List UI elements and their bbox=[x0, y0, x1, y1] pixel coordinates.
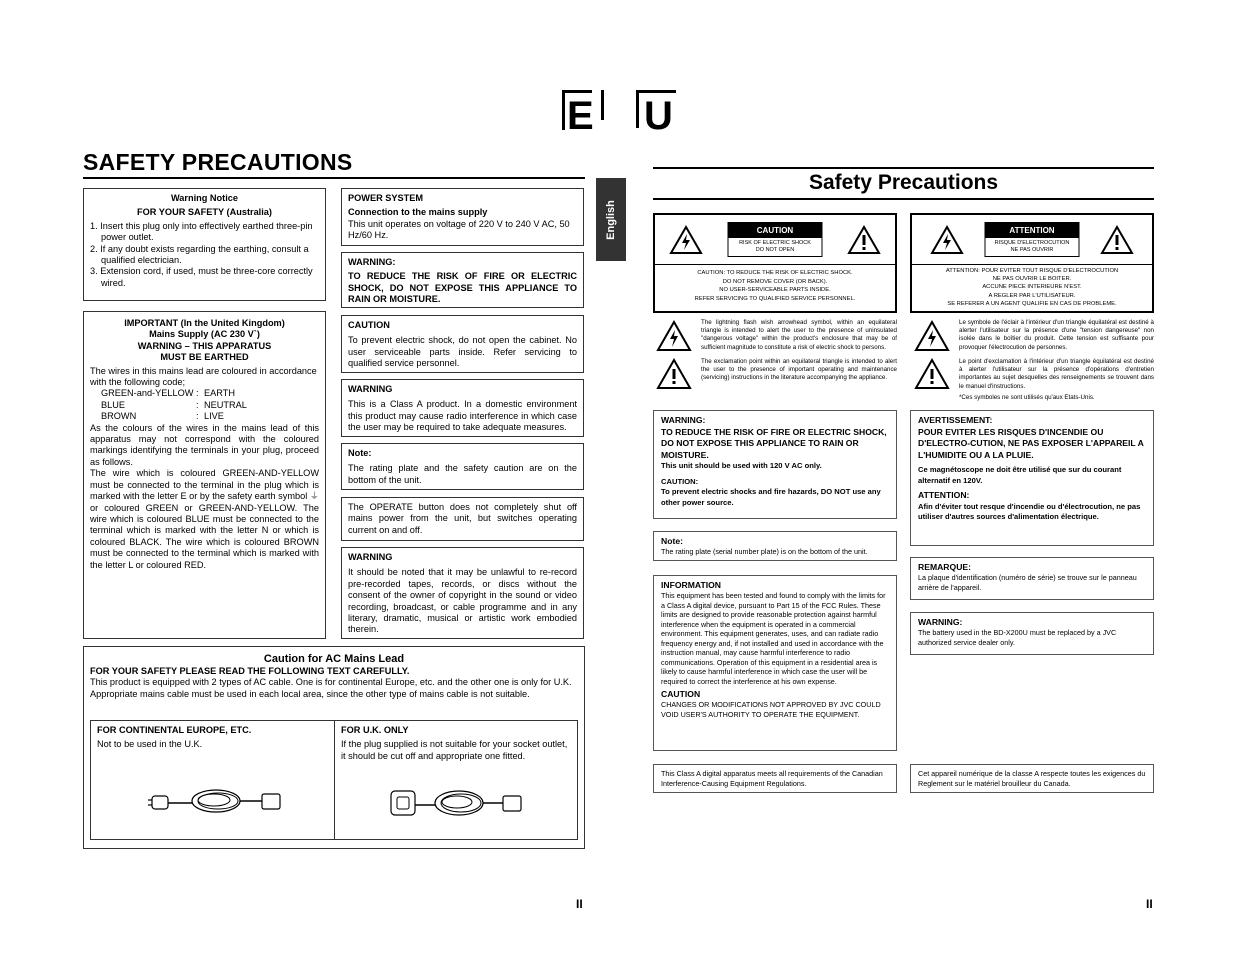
ac-lead-uk-panel bbox=[334, 720, 578, 840]
note-en-box bbox=[653, 531, 897, 561]
warning-notice-box bbox=[83, 188, 326, 301]
attention-label-center bbox=[985, 222, 1080, 257]
caution-heading: CAUTION bbox=[348, 320, 390, 330]
right-title-rule-top bbox=[653, 167, 1154, 169]
attention-line: SE REFERER A UN AGENT QUALIFIE EN CAS DE PROBLEME. bbox=[947, 300, 1117, 307]
page-title: SAFETY PRECAUTIONS bbox=[83, 149, 353, 175]
ac-lead-europe-panel bbox=[90, 720, 335, 840]
warning-rain-body: TO REDUCE THE RISK OF FIRE OR ELECTRIC SHOCK, DO NOT EXPOSE THIS APPLIANCE TO RAIN OR MOISTURE. bbox=[348, 271, 577, 305]
caution-label-panel-en bbox=[653, 213, 897, 313]
exclamation-warning-icon bbox=[847, 225, 881, 255]
caution-label-top bbox=[655, 215, 895, 265]
attention-body: Afin d'éviter tout resque d'incendie ou d'électrocution, ne pas utiliser d'autres sources d'alimentation électrique. bbox=[918, 501, 1141, 521]
warning-en-body: TO REDUCE THE RISK OF FIRE OR ELECTRIC SHOCK, DO NOT EXPOSE THIS APPLIANCE TO RAIN OR MOISTURE. bbox=[661, 426, 887, 460]
uk-body-1: As the colours of the wires in the mains lead of this apparatus may not correspond with the coloured markings identifying the terminals in your plug, proceed as follows. bbox=[90, 422, 319, 467]
note-box bbox=[341, 443, 584, 490]
ac-lead-sub: FOR YOUR SAFETY PLEASE READ THE FOLLOWING TEXT CAREFULLY. bbox=[90, 666, 410, 676]
lightning-warning-icon bbox=[669, 225, 703, 255]
attention-label-text bbox=[912, 265, 1152, 308]
symboles-note: *Ces symboles ne sont utilisés qu'aux Etats-Unis. bbox=[959, 394, 1095, 401]
caution-body: To prevent electric shock, do not open the cabinet. No user serviceable parts inside. Refer servicing to qualified service personnel. bbox=[348, 335, 577, 369]
warning-notice-subheading: FOR YOUR SAFETY (Australia) bbox=[137, 207, 272, 218]
canada-en-text: This Class A digital apparatus meets all requirements of the Canadian Interference-Causing Equipment Regulations. bbox=[661, 769, 883, 788]
wire-row bbox=[90, 400, 319, 411]
attention-label-title: ATTENTION bbox=[986, 223, 1079, 238]
warning-en-box bbox=[653, 410, 897, 519]
symbole-eclair-text: Le symbole de l'éclair à l'intérieur d'un triangle équilatéral est destiné à alerter l'utilisateur sur la présence d'une "tension dangereuse" non isolée dans le boîtier du produit. Cette tension est suffisante pour provoquer l'électrocution de personnes. bbox=[959, 319, 1154, 351]
power-system-heading: POWER SYSTEM bbox=[348, 193, 424, 203]
attention-sub-2: NE PAS OUVRIR bbox=[1010, 247, 1054, 253]
caution-label-panel-fr bbox=[910, 213, 1154, 313]
information-body: This equipment has been tested and found to comply with the limits for a Class A digital device, pursuant to Part 15 of the FCC Rules. These limits are designed to provide reasonable protection against harmful interference when the equipment is operated in a commercial environment. This equipment generates, uses, and can radiate radio frequency energy and, if not installed and used in accordance with the instruction manual, may cause harmful interference to radio communications. Operation of this equipment in a residential area is likely to cause harmful interference in which case the user will be required to correct the interference at his own expense. bbox=[661, 591, 886, 686]
lightning-warning-icon bbox=[930, 225, 964, 255]
power-system-body: This unit operates on voltage of 220 V to 240 V AC, 50 Hz/60 Hz. bbox=[348, 218, 570, 241]
remarque-box bbox=[910, 557, 1154, 600]
symbole-exclamation-text: Le point d'exclamation à l'intérieur d'un triangle équilatéral est destiné à alerter l'utilisateur sur la présence d'opérations d'entretien importantes au sujet desquelles des renseignements se trouvent dans le manuel d'instructions. bbox=[959, 358, 1154, 390]
letter-e-frame-top bbox=[562, 90, 592, 93]
canada-fr-box bbox=[910, 764, 1154, 793]
attention-label-top bbox=[912, 215, 1152, 265]
warning-notice-heading: Warning Notice bbox=[170, 193, 239, 203]
canada-en-box bbox=[653, 764, 897, 793]
attention-heading: ATTENTION: bbox=[918, 490, 970, 500]
caution-line: NO USER-SERVICEABLE PARTS INSIDE. bbox=[719, 287, 831, 294]
attention-line: ATTENTION: POUR EVITER TOUT RISQUE D'ELECTROCUTION bbox=[945, 268, 1119, 274]
wire-color: BROWN bbox=[101, 411, 137, 422]
avertissement-volt: Ce magnétoscope ne doit être utilisé que sur du courant alternatif en 120V. bbox=[918, 465, 1122, 485]
caution-label-text bbox=[655, 265, 895, 303]
attention-line: ACCUNE PIECE INTERIEURE N'EST. bbox=[982, 284, 1082, 291]
battery-warning-body: The battery used in the BD-X200U must be replaced by a JVC authorized service dealer only. bbox=[918, 628, 1117, 647]
note-en-heading: Note: bbox=[661, 536, 683, 546]
caution-line: DO NOT REMOVE COVER (OR BACK). bbox=[722, 278, 828, 285]
letter-u-frame-left bbox=[636, 90, 639, 128]
uk-body-2: The wire which is coloured GREEN-AND-YELLOW must be connected to the terminal in the plug which is marked with the letter E or by the safety earth symbol ⏚ or coloured GREEN or GREEN-AND-YELLOW. The wire which is coloured BLUE must be connected to the terminal which is marked with the letter N or which is coloured BLACK. The wire which is coloured BROWN must be connected to the terminal which is marked with the letter L or coloured RED. bbox=[90, 468, 319, 570]
lightning-symbol-icon bbox=[914, 320, 950, 352]
attention-sub-1: RISQUE D'ELECTROCUTION bbox=[994, 240, 1070, 246]
ac-lead-p1: This product is equipped with 2 types of AC cable. One is for continental Europe, etc. and the other one is only for U.K. bbox=[90, 677, 572, 688]
letter-e-frame-left bbox=[562, 90, 565, 130]
eu-heading: FOR CONTINENTAL EUROPE, ETC. bbox=[97, 725, 252, 735]
letter-u: U bbox=[644, 94, 673, 138]
note-heading: Note: bbox=[348, 448, 372, 458]
information-heading: INFORMATION bbox=[661, 580, 721, 590]
operate-box bbox=[341, 497, 584, 541]
warning-class-a-box bbox=[341, 379, 584, 437]
exclamation-symbol-icon bbox=[914, 358, 950, 390]
lightning-symbol-text: The lightning flash wish arrowhead symbol, within an equilateral triangle is intended to alert the user to the presence of uninsulated "dangerous voltage" within the product's enclosure that may be of sufficient magnitude to constitute a risk of electric shock to persons. bbox=[701, 319, 897, 351]
attention-label-sub bbox=[986, 238, 1079, 256]
letter-e-frame-right bbox=[601, 90, 604, 120]
exclamation-warning-icon bbox=[1100, 225, 1134, 255]
warning-rain-box bbox=[341, 252, 584, 308]
attention-line: NE PAS OUVRIR LE BOITER. bbox=[992, 276, 1072, 283]
uk-important-box bbox=[83, 311, 326, 639]
ac-lead-heading: Caution for AC Mains Lead bbox=[263, 653, 405, 665]
language-tab-label: English bbox=[605, 199, 617, 240]
list-item: 3. Extension cord, if used, must be three-core correctly wired. bbox=[90, 266, 313, 288]
note-body: The rating plate and the safety caution are on the bottom of the unit. bbox=[348, 463, 577, 485]
uk-heading-2: Mains Supply (AC 230 V`) bbox=[149, 329, 260, 340]
uk-heading-3: WARNING – THIS APPARATUS bbox=[137, 340, 272, 351]
right-page-number: II bbox=[1146, 897, 1153, 911]
exclamation-symbol-text: The exclamation point within an equilateral triangle is intended to alert the user to the presence of important operating and maintenance (servicing) instructions in the literature accompanying the appliance. bbox=[701, 358, 897, 382]
right-page-title: Safety Precautions bbox=[808, 171, 999, 194]
remarque-heading: REMARQUE: bbox=[918, 562, 971, 572]
uk-intro: The wires in this mains lead are coloured in accordance with the following code; bbox=[90, 365, 317, 388]
title-rule bbox=[83, 177, 585, 179]
avertissement-heading: AVERTISSEMENT: bbox=[918, 415, 993, 425]
letter-u-frame-top bbox=[636, 90, 676, 93]
caution-line: REFER SERVICING TO QUALIFIED SERVICE PERSONNEL. bbox=[694, 295, 856, 302]
language-tab-english[interactable] bbox=[596, 178, 626, 261]
information-caution-body: CHANGES OR MODIFICATIONS NOT APPROVED BY JVC COULD VOID USER'S AUTHORITY TO OPERATE THE EQUIPMENT. bbox=[661, 700, 881, 719]
warning-notice-list bbox=[90, 221, 319, 289]
operate-body: The OPERATE button does not completely shut off mains power from the unit, but switches operating current on and off. bbox=[348, 502, 577, 535]
eu-body: Not to be used in the U.K. bbox=[97, 739, 203, 750]
caution-line: CAUTION: TO REDUCE THE RISK OF ELECTRIC SHOCK. bbox=[697, 270, 853, 276]
caution-sub-2: DO NOT OPEN bbox=[755, 247, 795, 253]
power-system-sub: Connection to the mains supply bbox=[348, 207, 488, 218]
avertissement-body: POUR EVITER LES RISQUES D'INCENDIE OU D'ELECTRO-CUTION, NE PAS EXPOSER L'APPAREIL A L'HUMIDITE OU A LA PLUIE. bbox=[918, 426, 1144, 460]
caution-label-center bbox=[728, 222, 823, 257]
wire-sep: : bbox=[196, 399, 199, 410]
uk-only-body: If the plug supplied is not suitable for your socket outlet, it should be cut off and appropriate one fitted. bbox=[341, 739, 568, 761]
information-box bbox=[653, 575, 897, 751]
uk-only-heading: FOR U.K. ONLY bbox=[341, 725, 409, 735]
warning-en-volt: This unit should be used with 120 V AC only. bbox=[661, 461, 822, 470]
left-page-number: II bbox=[576, 897, 583, 911]
wire-sep: : bbox=[196, 388, 199, 399]
remarque-body: La plaque d'identification (numéro de série) se trouve sur le panneau arrière de l'appareil. bbox=[918, 573, 1137, 592]
battery-warning-box bbox=[910, 612, 1154, 655]
wire-role: NEUTRAL bbox=[204, 399, 247, 410]
ac-lead-p2: Appropriate mains cable must be used in each local area, since the other type of mains cable is not suitable. bbox=[90, 688, 530, 699]
warning-en-caution-body: To prevent electric shocks and fire hazards, DO NOT use any other power source. bbox=[661, 487, 881, 507]
caution-sub-1: RISK OF ELECTRIC SHOCK bbox=[739, 240, 811, 246]
wire-role: EARTH bbox=[204, 388, 235, 399]
list-item: 2. If any doubt exists regarding the earthing, consult a qualified electrician. bbox=[90, 243, 309, 266]
wire-row bbox=[90, 388, 319, 399]
uk-power-cord-icon bbox=[387, 779, 527, 827]
eu-power-cord-icon bbox=[146, 779, 286, 823]
exclamation-symbol-icon bbox=[656, 358, 692, 390]
information-caution-heading: CAUTION bbox=[661, 689, 701, 699]
uk-heading-4: MUST BE EARTHED bbox=[160, 352, 249, 363]
caution-label-sub bbox=[729, 238, 822, 256]
note-en-body: The rating plate (serial number plate) is on the bottom of the unit. bbox=[661, 547, 868, 556]
caution-label-title: CAUTION bbox=[729, 223, 822, 238]
battery-warning-heading: WARNING: bbox=[918, 617, 963, 627]
attention-line: A REGLER PAR L'UTILISATEUR. bbox=[988, 292, 1076, 299]
letter-e: E bbox=[567, 94, 594, 138]
warning-copyright-body: It should be noted that it may be unlawful to re-record pre-recorded tapes, records, or discs without the consent of the owner of copyright in the sound or video recording, broadcast, or cable programme and in any literary, dramatic, musical or artistic work embodied therein. bbox=[348, 567, 577, 635]
warning-rain-heading: WARNING: bbox=[348, 257, 396, 267]
uk-heading-1: IMPORTANT (In the United Kingdom) bbox=[124, 318, 285, 328]
wire-role: LIVE bbox=[204, 411, 224, 422]
wire-color: GREEN-and-YELLOW bbox=[101, 388, 194, 399]
warning-copyright-heading: WARNING bbox=[348, 552, 393, 562]
wire-sep: : bbox=[196, 411, 199, 422]
canada-fr-text: Cet appareil numérique de la classe A respecte toutes les exigences du Reglement sur le matériel brouilleur du Canada. bbox=[918, 769, 1146, 788]
warning-class-a-body: This is a Class A product. In a domestic environment this product may cause radio interference in which case the user may be required to take adequate measures. bbox=[348, 399, 577, 433]
warning-en-heading: WARNING: bbox=[661, 415, 706, 425]
list-item: 1. Insert this plug only into effectively earthed three-pin power outlet. bbox=[90, 220, 313, 243]
wire-row bbox=[90, 411, 319, 422]
right-title-rule-bottom bbox=[653, 198, 1154, 200]
lightning-symbol-icon bbox=[656, 320, 692, 352]
power-system-box bbox=[341, 188, 584, 246]
warning-class-a-heading: WARNING bbox=[348, 384, 393, 394]
warning-en-caution-heading: CAUTION: bbox=[661, 476, 699, 486]
warning-copyright-box bbox=[341, 547, 584, 639]
caution-box bbox=[341, 315, 584, 373]
avertissement-box bbox=[910, 410, 1154, 546]
wire-color: BLUE bbox=[101, 399, 126, 410]
